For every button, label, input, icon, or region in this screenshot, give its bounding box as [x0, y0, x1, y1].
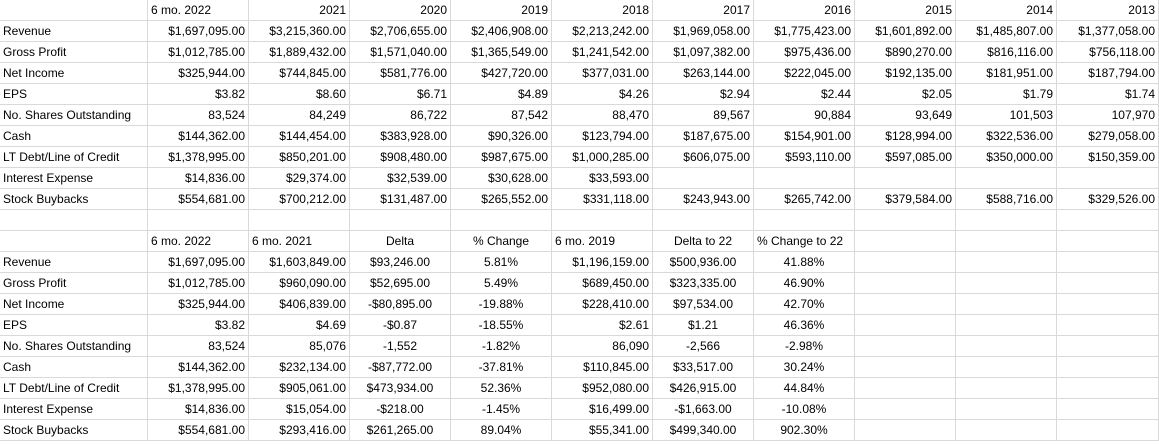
- cell[interactable]: $850,201.00: [249, 147, 350, 168]
- cell[interactable]: $263,144.00: [653, 63, 754, 84]
- cell[interactable]: [0, 231, 148, 252]
- cell[interactable]: $905,061.00: [249, 378, 350, 399]
- cell[interactable]: [0, 210, 148, 231]
- cell[interactable]: $554,681.00: [148, 189, 249, 210]
- cell[interactable]: [148, 210, 249, 231]
- cell[interactable]: $554,681.00: [148, 420, 249, 441]
- cell[interactable]: [855, 294, 956, 315]
- cell[interactable]: % Change: [451, 231, 552, 252]
- cell[interactable]: $700,212.00: [249, 189, 350, 210]
- cell[interactable]: $4.69: [249, 315, 350, 336]
- table1-row: [0, 126, 1159, 147]
- cell[interactable]: $1,697,095.00: [148, 252, 249, 273]
- cell[interactable]: Cash: [0, 126, 148, 147]
- cell[interactable]: No. Shares Outstanding: [0, 336, 148, 357]
- cell[interactable]: $228,410.00: [552, 294, 653, 315]
- cell[interactable]: $1,378,995.00: [148, 147, 249, 168]
- cell[interactable]: $187,675.00: [653, 126, 754, 147]
- cell[interactable]: 2017: [653, 0, 754, 21]
- cell[interactable]: $1,012,785.00: [148, 42, 249, 63]
- cell[interactable]: $243,943.00: [653, 189, 754, 210]
- cell[interactable]: $756,118.00: [1057, 42, 1159, 63]
- table2-row: [0, 315, 1159, 336]
- cell[interactable]: $2.05: [855, 84, 956, 105]
- cell[interactable]: [1057, 294, 1159, 315]
- cell[interactable]: [754, 168, 855, 189]
- cell[interactable]: 2020: [350, 0, 451, 21]
- cell[interactable]: $960,090.00: [249, 273, 350, 294]
- table1-row: [0, 42, 1159, 63]
- table1-row: [0, 84, 1159, 105]
- cell[interactable]: $816,116.00: [956, 42, 1057, 63]
- cell[interactable]: $144,362.00: [148, 357, 249, 378]
- cell[interactable]: $144,362.00: [148, 126, 249, 147]
- table2-row: [0, 252, 1159, 273]
- cell[interactable]: -2.98%: [754, 336, 855, 357]
- cell[interactable]: $52,695.00: [350, 273, 451, 294]
- cell[interactable]: 2018: [552, 0, 653, 21]
- cell[interactable]: 46.90%: [754, 273, 855, 294]
- cell[interactable]: Gross Profit: [0, 42, 148, 63]
- cell[interactable]: [855, 231, 956, 252]
- cell[interactable]: $131,487.00: [350, 189, 451, 210]
- cell[interactable]: [956, 252, 1057, 273]
- cell[interactable]: -$80,895.00: [350, 294, 451, 315]
- cell[interactable]: $1,775,423.00: [754, 21, 855, 42]
- cell[interactable]: $293,416.00: [249, 420, 350, 441]
- cell[interactable]: 86,090: [552, 336, 653, 357]
- cell[interactable]: $93,246.00: [350, 252, 451, 273]
- cell[interactable]: [855, 336, 956, 357]
- cell[interactable]: $744,845.00: [249, 63, 350, 84]
- cell[interactable]: [552, 210, 653, 231]
- cell[interactable]: $987,675.00: [451, 147, 552, 168]
- cell[interactable]: $377,031.00: [552, 63, 653, 84]
- cell[interactable]: $1,697,095.00: [148, 21, 249, 42]
- cell[interactable]: 5.49%: [451, 273, 552, 294]
- cell[interactable]: [451, 210, 552, 231]
- cell[interactable]: LT Debt/Line of Credit: [0, 147, 148, 168]
- cell[interactable]: -$1,663.00: [653, 399, 754, 420]
- cell[interactable]: $265,552.00: [451, 189, 552, 210]
- cell[interactable]: 46.36%: [754, 315, 855, 336]
- cell[interactable]: $350,000.00: [956, 147, 1057, 168]
- cell[interactable]: $16,499.00: [552, 399, 653, 420]
- cell[interactable]: $1.74: [1057, 84, 1159, 105]
- cell[interactable]: $2.44: [754, 84, 855, 105]
- cell[interactable]: Gross Profit: [0, 273, 148, 294]
- cell[interactable]: $232,134.00: [249, 357, 350, 378]
- cell[interactable]: $15,054.00: [249, 399, 350, 420]
- table1-row: [0, 105, 1159, 126]
- cell[interactable]: $2,213,242.00: [552, 21, 653, 42]
- cell[interactable]: 88,470: [552, 105, 653, 126]
- cell[interactable]: 41.88%: [754, 252, 855, 273]
- cell[interactable]: 90,884: [754, 105, 855, 126]
- cell[interactable]: $2,406,908.00: [451, 21, 552, 42]
- cell[interactable]: EPS: [0, 315, 148, 336]
- table2-row: [0, 357, 1159, 378]
- cell[interactable]: $3,215,360.00: [249, 21, 350, 42]
- cell[interactable]: [350, 210, 451, 231]
- cell[interactable]: $29,374.00: [249, 168, 350, 189]
- cell[interactable]: $181,951.00: [956, 63, 1057, 84]
- cell[interactable]: [1057, 357, 1159, 378]
- cell[interactable]: $597,085.00: [855, 147, 956, 168]
- table2-row: [0, 273, 1159, 294]
- cell[interactable]: Net Income: [0, 63, 148, 84]
- cell[interactable]: $154,901.00: [754, 126, 855, 147]
- cell[interactable]: $323,335.00: [653, 273, 754, 294]
- cell[interactable]: $1,000,285.00: [552, 147, 653, 168]
- cell[interactable]: Stock Buybacks: [0, 420, 148, 441]
- cell[interactable]: 101,503: [956, 105, 1057, 126]
- cell[interactable]: $3.82: [148, 84, 249, 105]
- cell[interactable]: $383,928.00: [350, 126, 451, 147]
- cell[interactable]: $426,915.00: [653, 378, 754, 399]
- cell[interactable]: Cash: [0, 357, 148, 378]
- cell[interactable]: $1.21: [653, 315, 754, 336]
- cell[interactable]: 52.36%: [451, 378, 552, 399]
- cell[interactable]: 6 mo. 2019: [552, 231, 653, 252]
- cell[interactable]: Stock Buybacks: [0, 189, 148, 210]
- cell[interactable]: LT Debt/Line of Credit: [0, 378, 148, 399]
- cell[interactable]: 6 mo. 2022: [148, 0, 249, 21]
- cell[interactable]: $265,742.00: [754, 189, 855, 210]
- cell[interactable]: $55,341.00: [552, 420, 653, 441]
- cell[interactable]: [1057, 336, 1159, 357]
- cell[interactable]: [1057, 399, 1159, 420]
- cell[interactable]: $6.71: [350, 84, 451, 105]
- cell[interactable]: 42.70%: [754, 294, 855, 315]
- cell[interactable]: -$218.00: [350, 399, 451, 420]
- cell[interactable]: $1,601,892.00: [855, 21, 956, 42]
- cell[interactable]: Delta: [350, 231, 451, 252]
- cell[interactable]: 86,722: [350, 105, 451, 126]
- cell[interactable]: [956, 420, 1057, 441]
- cell[interactable]: $97,534.00: [653, 294, 754, 315]
- cell[interactable]: [0, 0, 148, 21]
- cell[interactable]: Delta to 22: [653, 231, 754, 252]
- cell[interactable]: $329,526.00: [1057, 189, 1159, 210]
- cell[interactable]: 2021: [249, 0, 350, 21]
- cell[interactable]: $1,012,785.00: [148, 273, 249, 294]
- cell[interactable]: Interest Expense: [0, 399, 148, 420]
- cell[interactable]: $1,969,058.00: [653, 21, 754, 42]
- cell[interactable]: $222,045.00: [754, 63, 855, 84]
- cell[interactable]: 2015: [855, 0, 956, 21]
- cell[interactable]: 84,249: [249, 105, 350, 126]
- cell[interactable]: $144,454.00: [249, 126, 350, 147]
- table2-row: [0, 378, 1159, 399]
- cell[interactable]: $588,716.00: [956, 189, 1057, 210]
- cell[interactable]: 6 mo. 2022: [148, 231, 249, 252]
- cell[interactable]: $14,836.00: [148, 399, 249, 420]
- cell[interactable]: [1057, 420, 1159, 441]
- cell[interactable]: -10.08%: [754, 399, 855, 420]
- cell[interactable]: $90,326.00: [451, 126, 552, 147]
- cell[interactable]: [1057, 168, 1159, 189]
- cell[interactable]: $128,994.00: [855, 126, 956, 147]
- cell[interactable]: -1,552: [350, 336, 451, 357]
- cell[interactable]: [653, 210, 754, 231]
- cell[interactable]: [956, 357, 1057, 378]
- cell[interactable]: [956, 168, 1057, 189]
- cell[interactable]: -37.81%: [451, 357, 552, 378]
- cell[interactable]: $3.82: [148, 315, 249, 336]
- cell[interactable]: -$87,772.00: [350, 357, 451, 378]
- cell[interactable]: $890,270.00: [855, 42, 956, 63]
- cell[interactable]: $427,720.00: [451, 63, 552, 84]
- cell[interactable]: $30,628.00: [451, 168, 552, 189]
- empty-row: [0, 210, 1159, 231]
- cell[interactable]: [855, 252, 956, 273]
- cell[interactable]: 93,649: [855, 105, 956, 126]
- cell[interactable]: $33,593.00: [552, 168, 653, 189]
- cell[interactable]: $2.61: [552, 315, 653, 336]
- cell[interactable]: 85,076: [249, 336, 350, 357]
- cell[interactable]: [855, 315, 956, 336]
- cell[interactable]: $1,603,849.00: [249, 252, 350, 273]
- cell[interactable]: $33,517.00: [653, 357, 754, 378]
- cell[interactable]: $1,241,542.00: [552, 42, 653, 63]
- cell[interactable]: $325,944.00: [148, 294, 249, 315]
- cell[interactable]: 2016: [754, 0, 855, 21]
- cell[interactable]: Net Income: [0, 294, 148, 315]
- cell[interactable]: $379,584.00: [855, 189, 956, 210]
- cell[interactable]: Revenue: [0, 21, 148, 42]
- cell[interactable]: [1057, 315, 1159, 336]
- cell[interactable]: $1,196,159.00: [552, 252, 653, 273]
- cell[interactable]: $1,378,995.00: [148, 378, 249, 399]
- cell[interactable]: Revenue: [0, 252, 148, 273]
- table1-row: [0, 21, 1159, 42]
- cell[interactable]: [956, 378, 1057, 399]
- cell[interactable]: [653, 168, 754, 189]
- cell[interactable]: EPS: [0, 84, 148, 105]
- cell[interactable]: [956, 336, 1057, 357]
- cell[interactable]: [855, 210, 956, 231]
- cell[interactable]: $473,934.00: [350, 378, 451, 399]
- cell[interactable]: $192,135.00: [855, 63, 956, 84]
- cell[interactable]: 5.81%: [451, 252, 552, 273]
- cell[interactable]: 87,542: [451, 105, 552, 126]
- cell[interactable]: [754, 210, 855, 231]
- cell[interactable]: 2014: [956, 0, 1057, 21]
- cell[interactable]: $32,539.00: [350, 168, 451, 189]
- table1-row: [0, 63, 1159, 84]
- cell[interactable]: $593,110.00: [754, 147, 855, 168]
- cell[interactable]: $2.94: [653, 84, 754, 105]
- cell[interactable]: $261,265.00: [350, 420, 451, 441]
- cell[interactable]: $110,845.00: [552, 357, 653, 378]
- cell[interactable]: $331,118.00: [552, 189, 653, 210]
- cell[interactable]: [855, 357, 956, 378]
- cell[interactable]: -2,566: [653, 336, 754, 357]
- table1-row: [0, 168, 1159, 189]
- cell[interactable]: 30.24%: [754, 357, 855, 378]
- cell[interactable]: 83,524: [148, 105, 249, 126]
- table2-row: [0, 420, 1159, 441]
- cell[interactable]: $952,080.00: [552, 378, 653, 399]
- cell[interactable]: $581,776.00: [350, 63, 451, 84]
- cell[interactable]: $4.89: [451, 84, 552, 105]
- cell[interactable]: 89.04%: [451, 420, 552, 441]
- cell[interactable]: 83,524: [148, 336, 249, 357]
- cell[interactable]: % Change to 22: [754, 231, 855, 252]
- cell[interactable]: $322,536.00: [956, 126, 1057, 147]
- cell[interactable]: [956, 231, 1057, 252]
- cell[interactable]: $279,058.00: [1057, 126, 1159, 147]
- cell[interactable]: $4.26: [552, 84, 653, 105]
- cell[interactable]: -18.55%: [451, 315, 552, 336]
- cell[interactable]: $187,794.00: [1057, 63, 1159, 84]
- table1-header-row: [0, 0, 1159, 21]
- cell[interactable]: 2019: [451, 0, 552, 21]
- cell[interactable]: [956, 294, 1057, 315]
- cell[interactable]: 44.84%: [754, 378, 855, 399]
- cell[interactable]: 6 mo. 2021: [249, 231, 350, 252]
- cell[interactable]: $8.60: [249, 84, 350, 105]
- cell[interactable]: $1,571,040.00: [350, 42, 451, 63]
- cell[interactable]: 107,970: [1057, 105, 1159, 126]
- cell[interactable]: [855, 168, 956, 189]
- cell[interactable]: $1,377,058.00: [1057, 21, 1159, 42]
- table2-row: [0, 399, 1159, 420]
- cell[interactable]: Interest Expense: [0, 168, 148, 189]
- cell[interactable]: $1,889,432.00: [249, 42, 350, 63]
- table1-row: [0, 189, 1159, 210]
- cell[interactable]: [956, 315, 1057, 336]
- cell[interactable]: No. Shares Outstanding: [0, 105, 148, 126]
- cell[interactable]: [956, 399, 1057, 420]
- table2-header-row: [0, 231, 1159, 252]
- cell[interactable]: [249, 210, 350, 231]
- cell[interactable]: $14,836.00: [148, 168, 249, 189]
- cell[interactable]: $1.79: [956, 84, 1057, 105]
- cell[interactable]: [855, 399, 956, 420]
- cell[interactable]: -1.45%: [451, 399, 552, 420]
- cell[interactable]: $908,480.00: [350, 147, 451, 168]
- table2-row: [0, 336, 1159, 357]
- cell[interactable]: 2013: [1057, 0, 1159, 21]
- cell[interactable]: $150,359.00: [1057, 147, 1159, 168]
- cell[interactable]: 89,567: [653, 105, 754, 126]
- cell[interactable]: $325,944.00: [148, 63, 249, 84]
- cell[interactable]: $500,936.00: [653, 252, 754, 273]
- table2-row: [0, 294, 1159, 315]
- cell[interactable]: $123,794.00: [552, 126, 653, 147]
- cell[interactable]: -1.82%: [451, 336, 552, 357]
- cell[interactable]: [1057, 378, 1159, 399]
- cell[interactable]: $689,450.00: [552, 273, 653, 294]
- cell[interactable]: 902.30%: [754, 420, 855, 441]
- cell[interactable]: -19.88%: [451, 294, 552, 315]
- cell[interactable]: $975,436.00: [754, 42, 855, 63]
- cell[interactable]: $1,365,549.00: [451, 42, 552, 63]
- cell[interactable]: [855, 273, 956, 294]
- cell[interactable]: [1057, 210, 1159, 231]
- cell[interactable]: [1057, 252, 1159, 273]
- cell[interactable]: $1,097,382.00: [653, 42, 754, 63]
- cell[interactable]: [1057, 231, 1159, 252]
- cell[interactable]: [956, 210, 1057, 231]
- cell[interactable]: [855, 378, 956, 399]
- cell[interactable]: $499,340.00: [653, 420, 754, 441]
- cell[interactable]: $406,839.00: [249, 294, 350, 315]
- cell[interactable]: [956, 273, 1057, 294]
- cell[interactable]: $2,706,655.00: [350, 21, 451, 42]
- cell[interactable]: [1057, 273, 1159, 294]
- cell[interactable]: $606,075.00: [653, 147, 754, 168]
- table1-row: [0, 147, 1159, 168]
- cell[interactable]: -$0.87: [350, 315, 451, 336]
- cell[interactable]: [855, 420, 956, 441]
- cell[interactable]: $1,485,807.00: [956, 21, 1057, 42]
